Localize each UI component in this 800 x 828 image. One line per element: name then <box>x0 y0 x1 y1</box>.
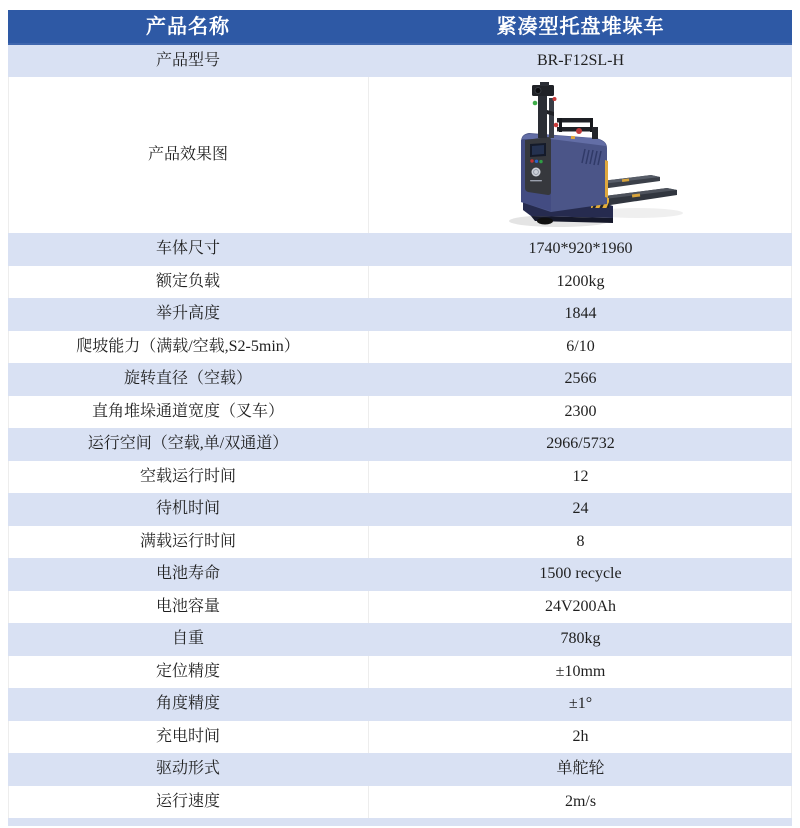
spec-value: 1200kg <box>368 266 792 299</box>
vehicle-body <box>521 133 608 212</box>
header-product-name-value: 紧凑型托盘堆垛车 <box>496 15 665 38</box>
spec-label: 驱动形式 <box>155 760 220 778</box>
spec-row <box>8 623 792 656</box>
spec-row <box>8 688 792 721</box>
spec-value: 单舵轮 <box>556 760 605 778</box>
spec-value: 2566 <box>564 370 597 388</box>
red-led-top <box>552 97 556 101</box>
sensor-mast <box>532 82 558 138</box>
spec-row <box>8 721 792 754</box>
spec-row <box>8 233 792 266</box>
spec-value: 8 <box>368 526 792 559</box>
spec-value: 2m/s <box>368 786 792 819</box>
spec-value: 12 <box>368 461 792 494</box>
spec-row <box>8 493 792 526</box>
spec-value: 2300 <box>368 396 792 429</box>
spec-row <box>8 331 792 364</box>
spec-row <box>8 363 792 396</box>
image-row-cell <box>368 77 792 233</box>
green-led <box>532 101 537 106</box>
spec-row <box>8 558 792 591</box>
red-led-mid <box>553 123 558 128</box>
model-row <box>8 45 792 77</box>
model-label: 产品型号 <box>155 52 220 70</box>
spec-label: 直角堆垛通道宽度（叉车） <box>91 402 284 420</box>
spec-label: 待机时间 <box>155 500 220 518</box>
spec-label: 运行速度 <box>155 792 220 810</box>
spec-label: 自重 <box>171 630 204 648</box>
pallet-stacker-illustration <box>495 82 695 228</box>
spec-row <box>8 461 792 494</box>
spec-value: 780kg <box>560 630 601 648</box>
spec-value: 6/10 <box>368 331 792 364</box>
spec-label: 车体尺寸 <box>155 240 220 258</box>
spec-label: 满载运行时间 <box>139 532 236 550</box>
spec-label: 举升高度 <box>155 305 220 323</box>
spec-row <box>8 656 792 689</box>
spec-row <box>8 428 792 461</box>
product-image <box>495 82 695 228</box>
image-row <box>8 77 792 233</box>
spec-sheet <box>8 10 792 826</box>
header-product-name-label: 产品名称 <box>146 15 230 38</box>
spec-label: 爬坡能力（满载/空载,S2-5min） <box>76 337 300 355</box>
spec-label: 电池寿命 <box>155 565 220 583</box>
spec-label: 运行空间（空载,单/双通道） <box>87 435 289 453</box>
spec-label: 角度精度 <box>155 695 220 713</box>
spec-value: ±1° <box>568 695 593 713</box>
spec-row <box>8 526 792 559</box>
spec-row <box>8 266 792 299</box>
spec-label: 充电时间 <box>155 727 220 745</box>
spec-value: 1844 <box>564 305 597 323</box>
emergency-stop-button <box>576 128 582 134</box>
partial-row <box>8 818 792 826</box>
spec-row <box>8 786 792 819</box>
spec-label: 额定负载 <box>155 272 220 290</box>
model-value: BR-F12SL-H <box>536 52 625 70</box>
spec-row <box>8 298 792 331</box>
table-header-row <box>8 10 792 45</box>
spec-label: 旋转直径（空载） <box>123 370 252 388</box>
spec-rows <box>8 233 792 818</box>
spec-row <box>8 591 792 624</box>
spec-row <box>8 753 792 786</box>
spec-value: 1500 recycle <box>539 565 622 583</box>
spec-label: 定位精度 <box>155 662 220 680</box>
spec-value: 24 <box>572 500 589 518</box>
spec-value: ±10mm <box>368 656 792 689</box>
image-row-label: 产品效果图 <box>147 146 228 164</box>
spec-label: 电池容量 <box>155 597 220 615</box>
spec-value: 2966/5732 <box>546 435 615 453</box>
spec-row <box>8 396 792 429</box>
spec-value: 1740*920*1960 <box>528 240 633 258</box>
spec-value: 2h <box>368 721 792 754</box>
spec-value: 24V200Ah <box>368 591 792 624</box>
spec-label: 空载运行时间 <box>139 467 236 485</box>
